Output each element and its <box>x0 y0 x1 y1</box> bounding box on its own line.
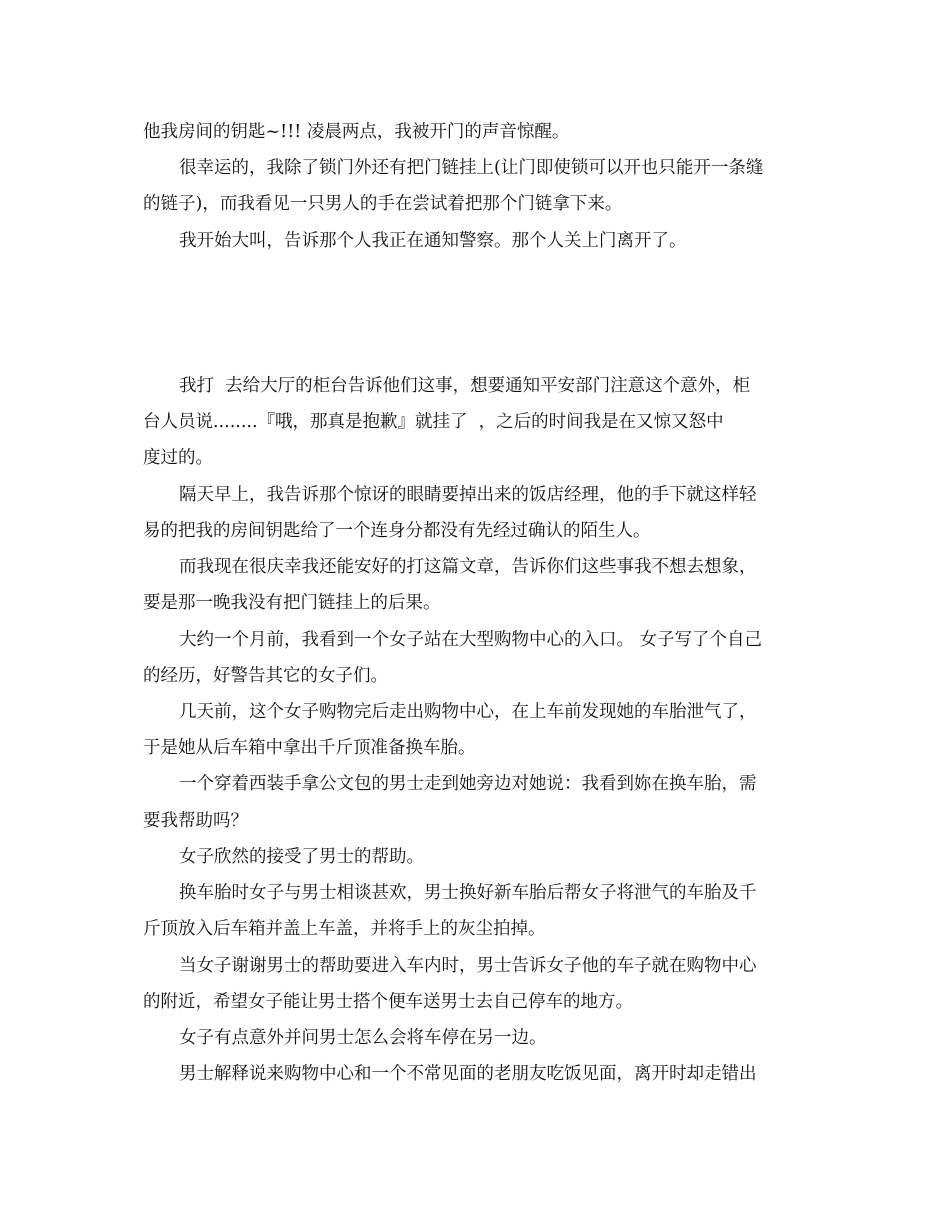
text-line: 要我帮助吗？ <box>143 811 248 831</box>
text-line: 隔天早上，我告诉那个惊讶的眼睛要掉出来的饭店经理，他的手下就这样轻 <box>179 485 757 505</box>
text-line: 易的把我的房间钥匙给了一个连身分都没有先经过确认的陌生人。 <box>143 521 651 541</box>
text-line: 台人员说........『哦，那真是抱歉』就挂了 ，之后的时间我是在又惊又怒中 <box>143 412 724 432</box>
text-line: 女子欣然的接受了男士的帮助。 <box>179 847 424 867</box>
text-line: 的链子)，而我看见一只男人的手在尝试着把那个门链拿下来。 <box>143 194 623 214</box>
text-line: 的经历，好警告其它的女子们。 <box>143 666 388 686</box>
text-line: 他我房间的钥匙~!!! 凌晨两点，我被开门的声音惊醒。 <box>143 122 570 142</box>
text-line: 几天前，这个女子购物完后走出购物中心，在上车前发现她的车胎泄气了， <box>179 702 757 722</box>
text-line: 的附近，希望女子能让男士搭个便车送男士去自己停车的地方。 <box>143 992 633 1012</box>
text-line: 男士解释说来购物中心和一个不常见面的老朋友吃饭见面，离开时却走错出 <box>179 1064 757 1084</box>
text-line: 很幸运的，我除了锁门外还有把门链挂上(让门即使锁可以开也只能开一条缝 <box>179 158 764 178</box>
text-line: 于是她从后车箱中拿出千斤顶准备换车胎。 <box>143 738 476 758</box>
text-line: 要是那一晚我没有把门链挂上的后果。 <box>143 593 441 613</box>
text-line: 我开始大叫，告诉那个人我正在通知警察。那个人关上门离开了。 <box>179 231 687 251</box>
text-line: 我打 去给大厅的柜台告诉他们这事，想要通知平安部门注意这个意外，柜 <box>179 376 751 396</box>
text-line: 斤顶放入后车箱并盖上车盖，并将手上的灰尘拍掉。 <box>143 919 546 939</box>
text-line: 而我现在很庆幸我还能安好的打这篇文章，告诉你们这些事我不想去想象， <box>179 557 757 577</box>
text-line: 女子有点意外并问男士怎么会将车停在另一边。 <box>179 1028 547 1048</box>
text-line: 一个穿着西装手拿公文包的男士走到她旁边对她说：我看到妳在换车胎，需 <box>179 774 757 794</box>
text-line: 大约一个月前，我看到一个女子站在大型购物中心的入口。 女子写了个自己 <box>179 630 763 650</box>
text-line: 当女子谢谢男士的帮助要进入车内时，男士告诉女子他的车子就在购物中心 <box>179 956 757 976</box>
text-line: 度过的。 <box>143 448 213 468</box>
text-line: 换车胎时女子与男士相谈甚欢，男士换好新车胎后帮女子将泄气的车胎及千 <box>179 883 757 903</box>
